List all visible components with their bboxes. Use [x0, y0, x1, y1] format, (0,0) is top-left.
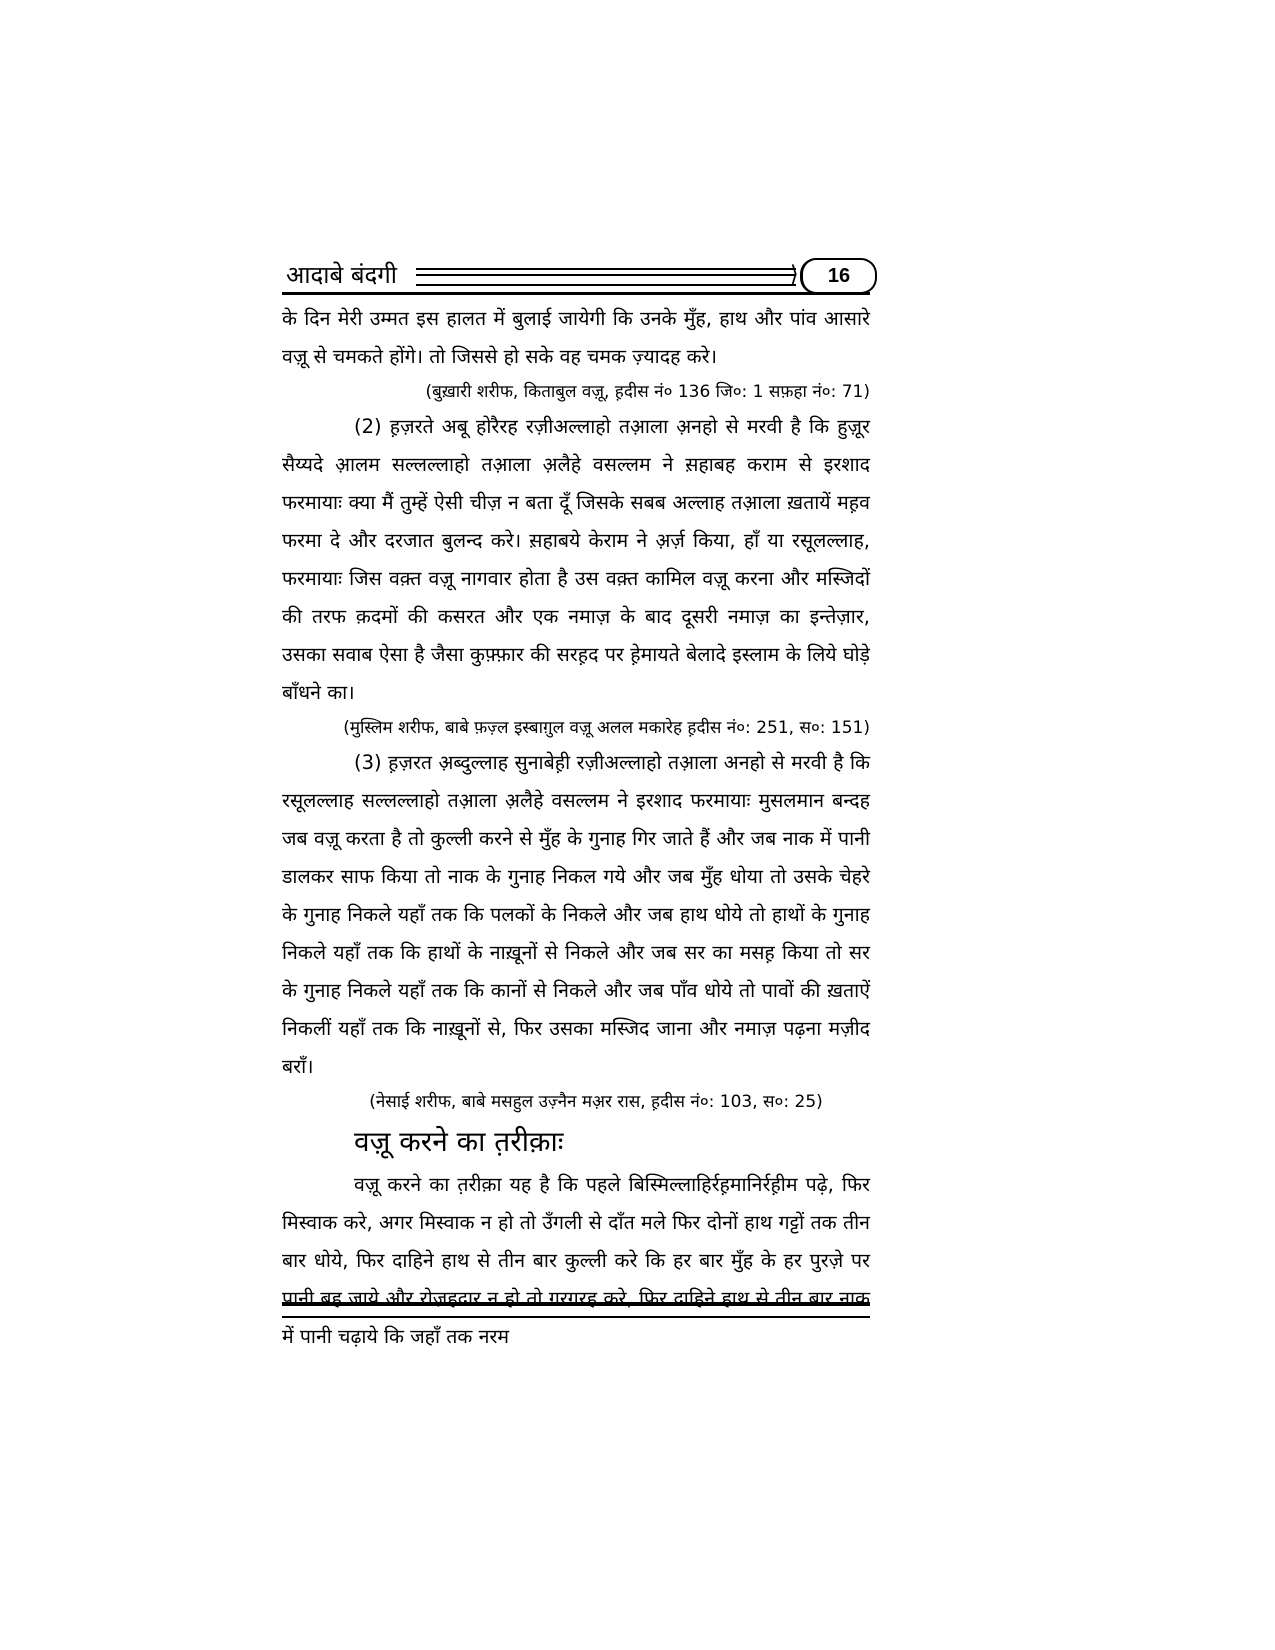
book-title: आदाबे बंदगी: [286, 261, 397, 289]
paragraph-intro: के दिन मेरी उम्मत इस हालत में बुलाई जायेगी कि उनके मुँह, हाथ और पांव आसारे वज़ू से चमकते होंगे। तो जिससे हो सके वह चमक ज़्यादह करे।: [282, 307, 870, 368]
citation-2: (मुस्लिम शरीफ, बाबे फ़ज़्ल इस्बाग़ुल वज़ू अलल मकारेह ह़दीस नं०: 251, स०: 151): [343, 718, 870, 738]
header-ornament-lines: [416, 268, 796, 286]
page-number: 16: [800, 258, 877, 294]
header-divider: [282, 292, 870, 295]
page-content: [282, 300, 870, 1356]
paragraph-wudu-method: वज़ू करने का त़रीक़ा यह है कि पहले बिस्मिल्लाहिर्रह़मानिर्रह़ीम पढ़े, फिर मिस्वाक करे, अगर मिस्वाक न हो तो उँगली से दाँत मले फिर दोनों हाथ गट्टों तक तीन बार धोये, फिर दाहिने हाथ से तीन बार कुल्ली करे कि हर बार मुँह के हर पुरज़े पर पानी बह जाये और रोज़हदार न हो तो ग़रग़रह करे, फिर दाहिने हाथ से तीन बार नाक में पानी चढ़ाये कि जहाँ तक नरम: [282, 1173, 870, 1348]
paragraph-hadith-2: (2) ह़ज़रते अबू होरैरह रज़ीअल्लाहो तआ़ला अ़नहो से मरवी है कि हुज़ूर सैय्यदे आ़लम सल्लल्लाहो तआ़ला अ़लैहे वसल्लम ने स़हाबह कराम से इरशाद फरमायाः क्या मैं तुम्हें ऐसी चीज़ न बता दूँ जिसके सबब अल्लाह तआ़ला ख़तायें मह़व फरमा दे और दरजात बुलन्द करे। स़हाबये केराम ने अ़र्ज़ किया, हाँ या रसूलल्लाह, फरमायाः जिस वक़्त वज़ू नागवार होता है उस वक़्त कामिल वज़ू करना और मस्जिदों की तरफ क़दमों की कसरत और एक नमाज़ के बाद दूसरी नमाज़ का इन्तेज़ार, उसका सवाब ऐसा है जैसा कुफ़्फ़ार की सरह़द पर ह़ेमायते बेलादे इस्लाम के लिये घोड़े बाँधने का।: [282, 415, 870, 704]
citation-1: (बुख़ारी शरीफ, किताबुल वज़ू, ह़दीस नं० 136 जि०: 1 सफ़हा नं०: 71): [425, 382, 870, 402]
paragraph-hadith-3: (3) ह़ज़रत अ़ब्दुल्लाह सुनाबेह़ी रज़ीअल्लाहो तआ़ला अनहो से मरवी है कि रसूलल्लाह सल्लल्लाहो तआ़ला अ़लैहे वसल्लम ने इरशाद फरमायाः मुसलमान बन्दह जब वज़ू करता है तो कुल्ली करने से मुँह के गुनाह गिर जाते हैं और जब नाक में पानी डालकर साफ किया तो नाक के गुनाह निकल गये और जब मुँह धोया तो उसके चेहरे के गुनाह निकले यहाँ तक कि पलकों के निकले और जब हाथ धोये तो हाथों के गुनाह निकले यहाँ तक कि हाथों के नाख़ूनों से निकले और जब सर का मसह़ किया तो सर के गुनाह निकले यहाँ तक कि कानों से निकले और जब पाँव धोये तो पावों की ख़ताऐं निकलीं यहाँ तक कि नाख़ूनों से, फिर उसका मस्जिद जाना और नमाज़ पढ़ना मज़ीद बराँ।: [282, 751, 870, 1078]
section-heading: वज़ू करने का त़रीक़ाः: [354, 1125, 564, 1158]
footer-divider: [282, 1302, 870, 1318]
citation-3: (नेसाई शरीफ, बाबे मसहुल उज़्नैन मअ़र रास, ह़दीस नं०: 103, स०: 25): [369, 1092, 823, 1112]
header-ornament-icon: ⟩: [790, 262, 799, 287]
